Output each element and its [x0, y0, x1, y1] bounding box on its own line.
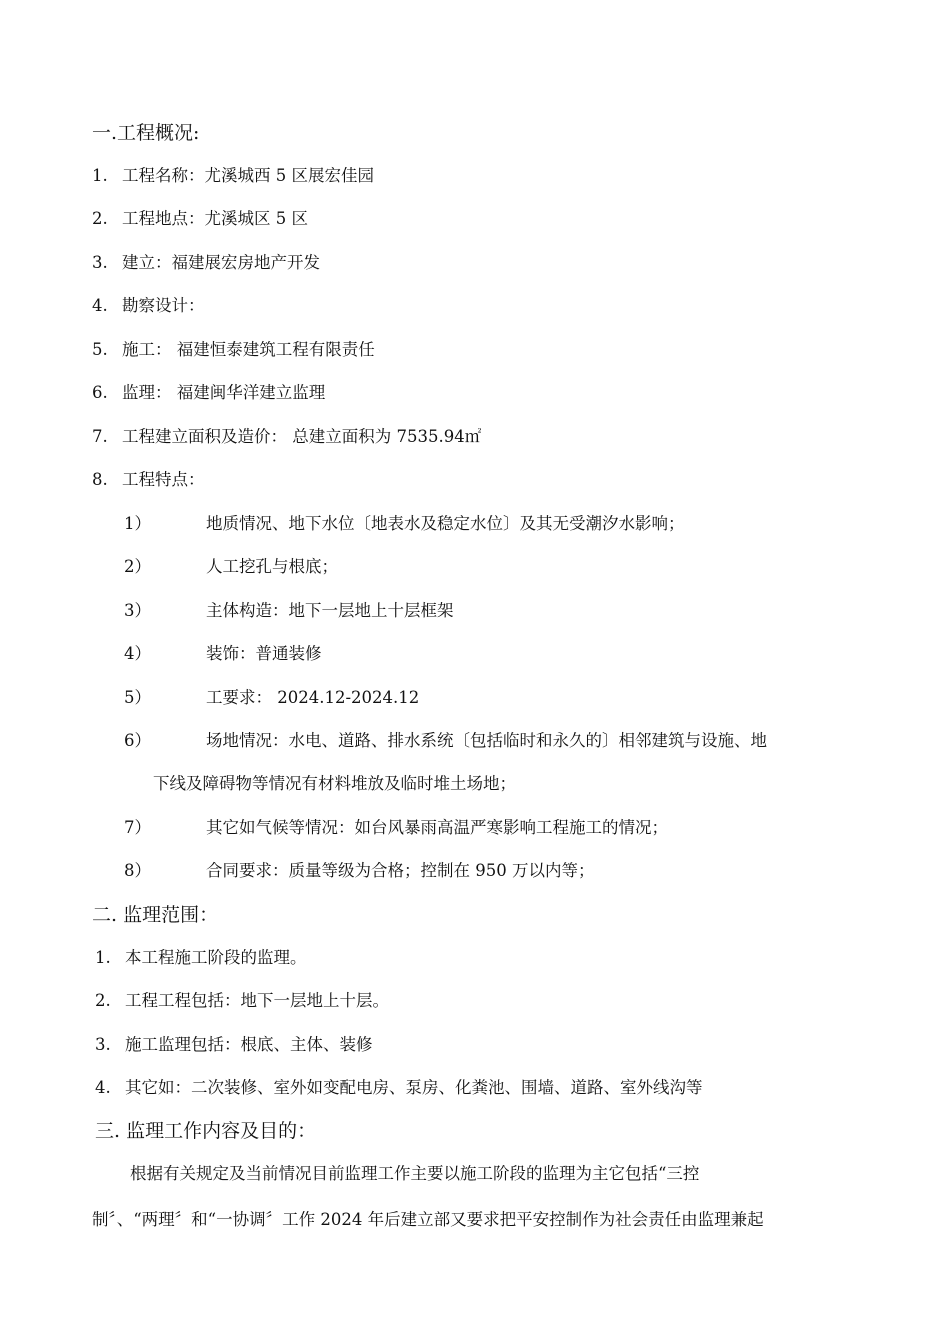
list-item: 6. 监理： 福建闽华洋建立监理: [92, 383, 326, 402]
section-1-title: 一.工程概况:: [92, 122, 200, 144]
paragraph-line: 制〞、“两理〞和“一协调〞工作 2024 年后建立部又要求把平安控制作为社会责任由监理兼起: [92, 1210, 764, 1229]
list-item: 1. 工程名称：尤溪城西 5 区展宏佳园: [92, 166, 374, 185]
feature-number: 3）: [124, 601, 151, 620]
list-item: 1. 本工程施工阶段的监理。: [95, 948, 307, 967]
feature-text: 人工挖孔与根底；: [206, 557, 338, 576]
feature-text-continued: 下线及障碍物等情况有材料堆放及临时堆土场地；: [153, 774, 516, 793]
list-item: 4. 勘察设计：: [92, 296, 205, 315]
list-item: 5. 施工： 福建恒泰建筑工程有限责任: [92, 340, 375, 359]
list-item: 2. 工程地点：尤溪城区 5 区: [92, 209, 308, 228]
feature-number: 2）: [124, 557, 151, 576]
feature-number: 5）: [124, 688, 151, 707]
feature-number: 8）: [124, 861, 151, 880]
feature-text: 合同要求：质量等级为合格；控制在 950 万以内等；: [206, 861, 595, 880]
list-item: 3. 建立：福建展宏房地产开发: [92, 253, 320, 272]
section-2-title: 二. 监理范围：: [92, 904, 219, 926]
feature-text: 地质情况、地下水位〔地表水及稳定水位〕及其无受潮汐水影响；: [206, 514, 685, 533]
list-item: 7. 工程建立面积及造价： 总建立面积为 7535.94㎡: [92, 427, 482, 446]
feature-text: 装饰：普通装修: [206, 644, 322, 663]
feature-text: 场地情况：水电、道路、排水系统〔包括临时和永久的〕相邻建筑与设施、地: [206, 731, 767, 750]
list-item: 3. 施工监理包括：根底、主体、装修: [95, 1035, 373, 1054]
paragraph-line: 根据有关规定及当前情况目前监理工作主要以施工阶段的监理为主它包括“三控: [130, 1164, 700, 1183]
feature-number: 7）: [124, 818, 151, 837]
list-item: 2. 工程工程包括：地下一层地上十层。: [95, 991, 389, 1010]
feature-text: 工要求： 2024.12-2024.12: [206, 688, 420, 707]
feature-number: 1）: [124, 514, 151, 533]
feature-text: 主体构造：地下一层地上十层框架: [206, 601, 454, 620]
list-item: 8. 工程特点：: [92, 470, 205, 489]
feature-number: 4）: [124, 644, 151, 663]
feature-number: 6）: [124, 731, 151, 750]
section-3-title: 三. 监理工作内容及目的：: [95, 1120, 317, 1142]
feature-text: 其它如气候等情况：如台风暴雨高温严寒影响工程施工的情况；: [206, 818, 668, 837]
list-item: 4. 其它如：二次装修、室外如变配电房、泵房、化粪池、围墙、道路、室外线沟等: [95, 1078, 703, 1097]
